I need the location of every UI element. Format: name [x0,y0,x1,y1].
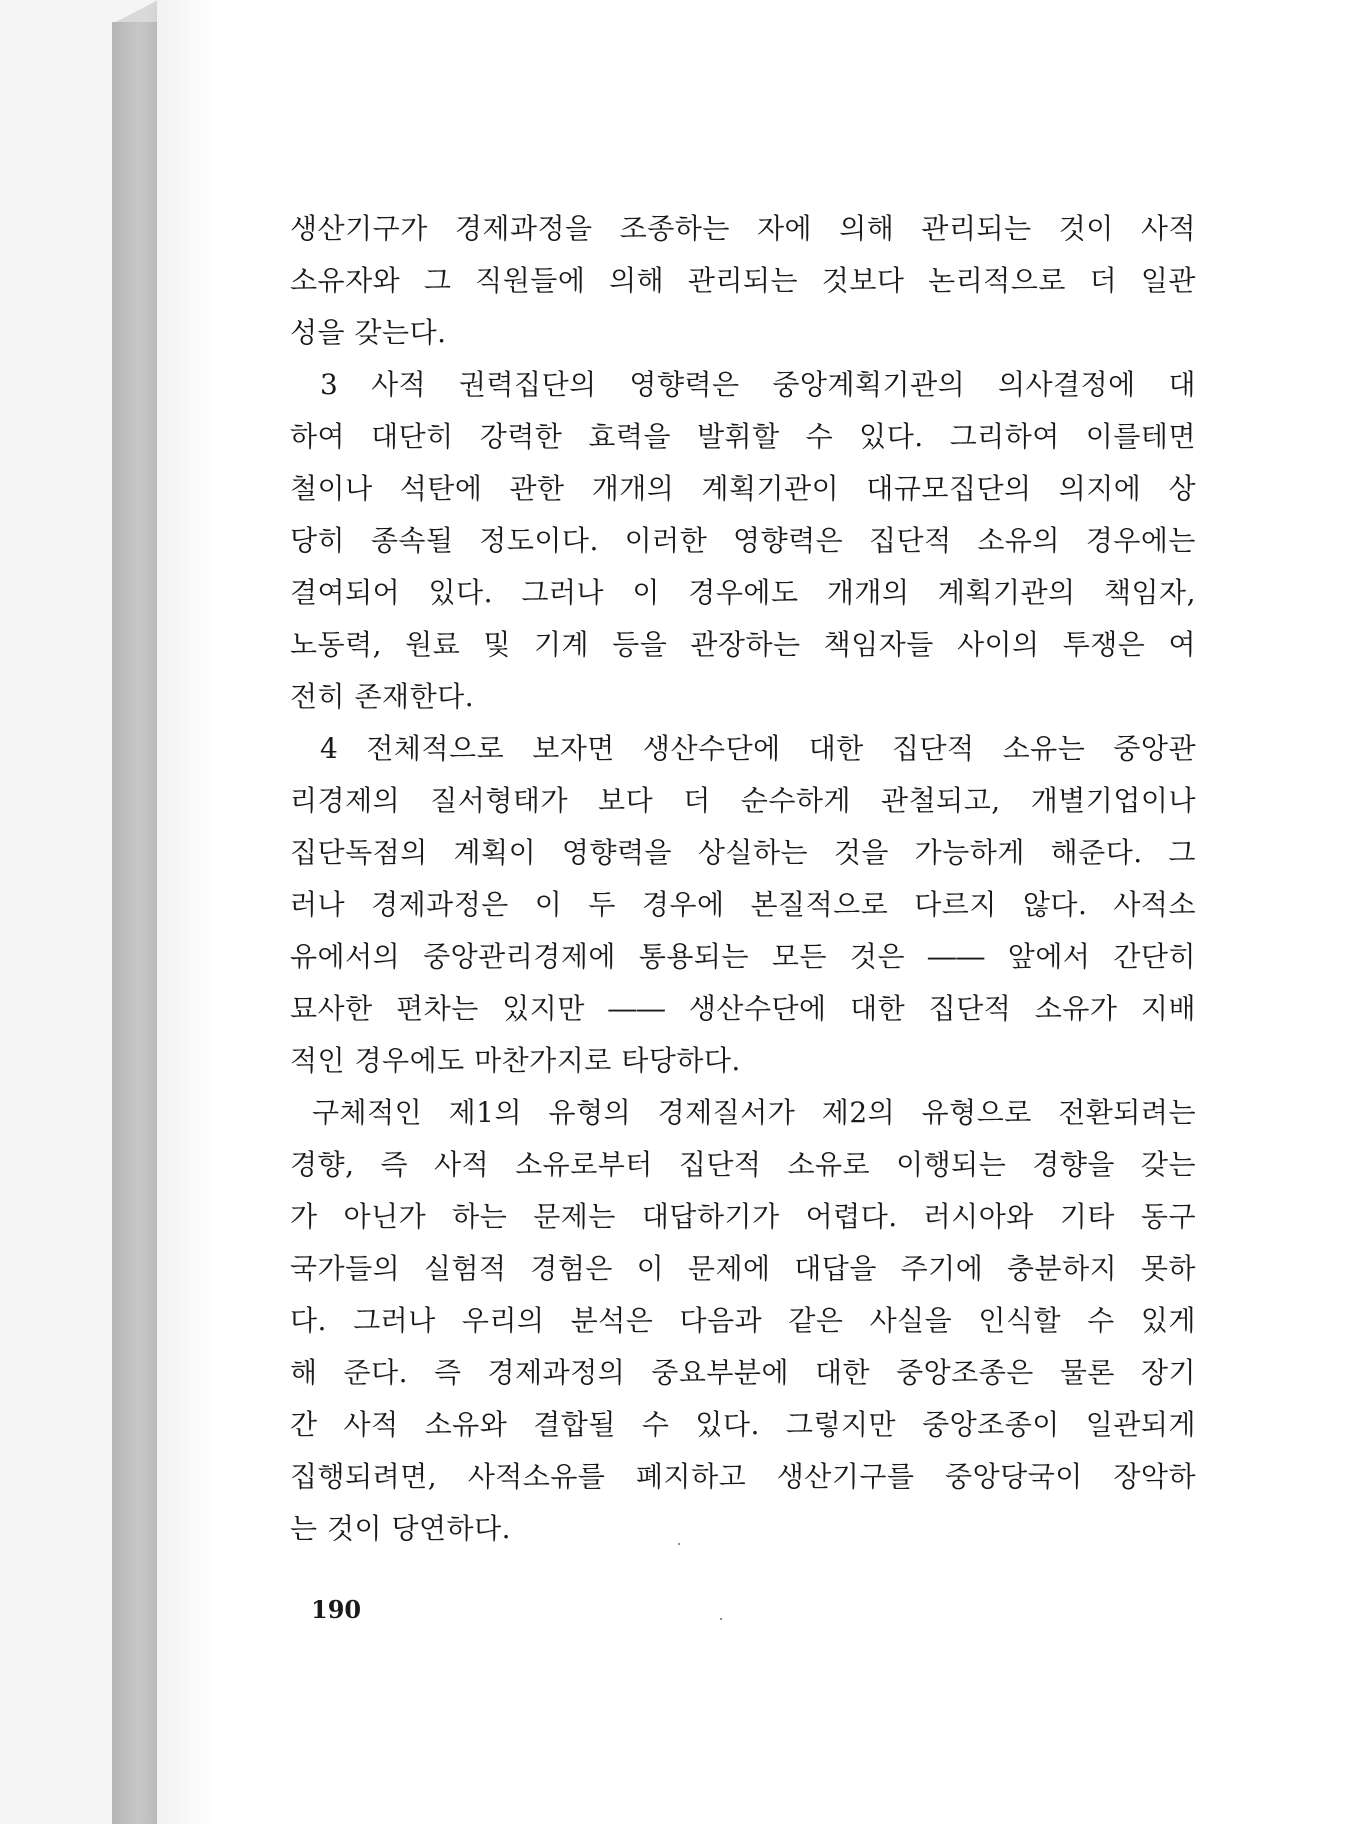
text-line: 해 준다. 즉 경제과정의 중요부분에 대한 중앙조종은 물론 장기 [290,1356,1196,1389]
text-line: 간 사적 소유와 결합될 수 있다. 그렇지만 중앙조종이 일관되게 [290,1408,1196,1441]
text-line: 가 아닌가 하는 문제는 대답하기가 어렵다. 러시아와 기타 동구 [290,1200,1196,1233]
text-line: 3 사적 권력집단의 영향력은 중앙계획기관의 의사결정에 대 [320,368,1196,401]
paper-speck [720,1618,722,1620]
text-line: 묘사한 편차는 있지만 ―― 생산수단에 대한 집단적 소유가 지배 [290,992,1196,1025]
text-line: 국가들의 실험적 경험은 이 문제에 대답을 주기에 충분하지 못하 [290,1252,1196,1285]
text-line: 러나 경제과정은 이 두 경우에 본질적으로 다르지 않다. 사적소 [290,888,1196,921]
text-line: 당히 종속될 정도이다. 이러한 영향력은 집단적 소유의 경우에는 [290,524,1196,557]
book-spine [112,22,159,1824]
text-line: 4 전체적으로 보자면 생산수단에 대한 집단적 소유는 중앙관 [320,732,1196,765]
text-line: 결여되어 있다. 그러나 이 경우에도 개개의 계획기관의 책임자, [290,576,1196,609]
text-line: 생산기구가 경제과정을 조종하는 자에 의해 관리되는 것이 사적 [290,212,1196,245]
text-line: 다. 그러나 우리의 분석은 다음과 같은 사실을 인식할 수 있게 [290,1304,1196,1337]
text-line: 노동력, 원료 및 기계 등을 관장하는 책임자들 사이의 투쟁은 여 [290,628,1196,661]
text-line: 구체적인 제1의 유형의 경제질서가 제2의 유형으로 전환되려는 [312,1096,1196,1129]
text-line: 유에서의 중앙관리경제에 통용되는 모든 것은 ―― 앞에서 간단히 [290,940,1196,973]
text-line: 리경제의 질서형태가 보다 더 순수하게 관철되고, 개별기업이나 [290,784,1196,817]
paper-speck [678,1543,680,1545]
text-line: 성을 갖는다. [290,316,447,349]
text-line: 하여 대단히 강력한 효력을 발휘할 수 있다. 그리하여 이를테면 [290,420,1196,453]
book-spine-top [112,0,158,24]
text-line: 적인 경우에도 마찬가지로 타당하다. [290,1044,741,1077]
page-gutter-shade [157,0,217,1824]
text-line: 집단독점의 계획이 영향력을 상실하는 것을 가능하게 해준다. 그 [290,836,1196,869]
text-line: 는 것이 당연하다. [290,1512,512,1545]
text-line: 집행되려면, 사적소유를 폐지하고 생산기구를 중앙당국이 장악하 [290,1460,1196,1493]
text-line: 철이나 석탄에 관한 개개의 계획기관이 대규모집단의 의지에 상 [290,472,1196,505]
text-line: 전히 존재한다. [290,680,475,713]
page-text-block [290,203,1196,1555]
page-number: 190 [311,1595,362,1624]
text-line: 소유자와 그 직원들에 의해 관리되는 것보다 논리적으로 더 일관 [290,264,1196,297]
text-line: 경향, 즉 사적 소유로부터 집단적 소유로 이행되는 경향을 갖는 [290,1148,1196,1181]
